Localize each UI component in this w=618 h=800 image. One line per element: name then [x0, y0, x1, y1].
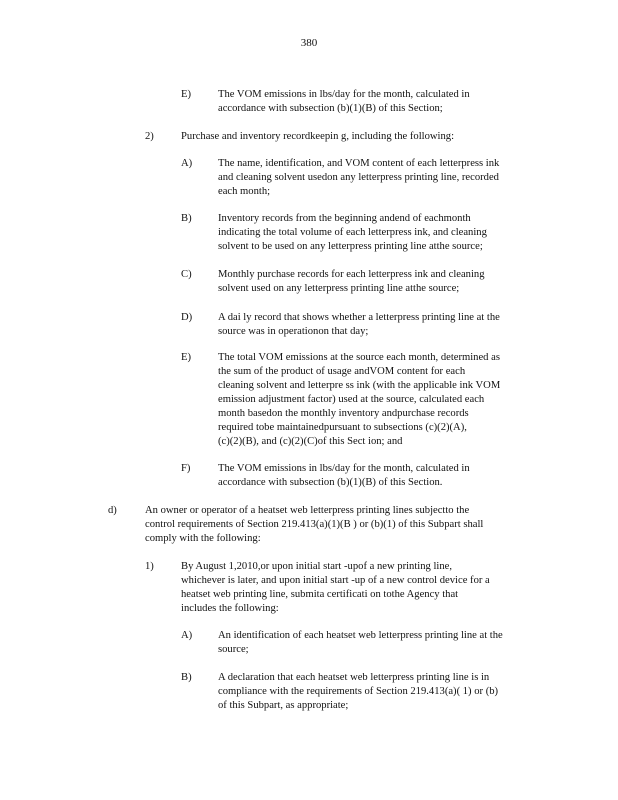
text-line: comply with the following:: [145, 533, 261, 544]
item-label: A): [181, 630, 193, 641]
text-line: solvent used on any letterpress printing line atthe source;: [218, 283, 460, 294]
item-text: [218, 671, 536, 713]
text-line: indicating the total volume of each letterpress ink, and cleaning: [218, 227, 487, 238]
text-line: heatset web printing line, submita certificati on tothe Agency that: [181, 589, 459, 600]
text-line: source;: [218, 644, 249, 655]
text-line: includes the following:: [181, 603, 279, 614]
text-line: emission adjustment factor) used at the source, calculated each: [218, 394, 485, 405]
item-label: E): [181, 352, 191, 363]
text-line: solvent to be used on any letterpress printing line atthe source;: [218, 241, 483, 252]
text-line: cleaning solvent and letterpre ss ink (with the applicable ink VOM: [218, 380, 501, 391]
item-text: [181, 560, 529, 616]
text-line: control requirements of Section 219.413(a)(1)(B ) or (b)(1) of this Subpart shall: [145, 519, 484, 530]
item-label: B): [181, 213, 192, 224]
text-line: Inventory records from the beginning andend of eachmonth: [218, 213, 471, 224]
text-line: source was in operationon that day;: [218, 326, 369, 337]
item-text: [218, 212, 538, 254]
item-label: 2): [145, 131, 154, 142]
text-line: By August 1,2010,or upon initial start -upof a new printing line,: [181, 561, 452, 572]
text-line: compliance with the requirements of Section 219.413(a)( 1) or (b): [218, 686, 499, 697]
text-line: each month;: [218, 186, 271, 197]
text-line: The name, identification, and VOM content of each letterpress ink: [218, 158, 500, 169]
text-line: A declaration that each heatset web letterpress printing line is in: [218, 672, 490, 683]
item-label: D): [181, 312, 193, 323]
text-line: the sum of the product of usage andVOM content for each: [218, 366, 466, 377]
text-line: An identification of each heatset web letterpress printing line at the: [218, 630, 503, 641]
text-line: Monthly purchase records for each letterpress ink and cleaning: [218, 269, 485, 280]
item-label: F): [181, 463, 191, 474]
item-text: [145, 504, 515, 546]
text-line: The VOM emissions in lbs/day for the month, calculated in: [218, 463, 470, 474]
item-text: [218, 351, 540, 449]
item-text: [218, 88, 509, 116]
item-label: B): [181, 672, 192, 683]
text-line: whichever is later, and upon initial start -up of a new control device for a: [181, 575, 490, 586]
text-line: An owner or operator of a heatset web letterpress printing lines subjectto the: [145, 505, 470, 516]
item-text: [218, 157, 538, 199]
item-label: E): [181, 89, 191, 100]
text-line: and cleaning solvent usedon any letterpress printing line, recorded: [218, 172, 499, 183]
text-line: month basedon the monthly inventory andpurchase records: [218, 408, 469, 419]
text-line: accordance with subsection (b)(1)(B) of this Section.: [218, 477, 443, 488]
text-line: The VOM emissions in lbs/day for the month, calculated in: [218, 89, 470, 100]
item-label: A): [181, 158, 193, 169]
item-text: [218, 311, 538, 339]
text-line: accordance with subsection (b)(1)(B) of this Section;: [218, 103, 443, 114]
page-number: 380: [300, 37, 318, 49]
item-text: [218, 462, 509, 490]
item-label: 1): [145, 561, 154, 572]
text-line: of this Subpart, as appropriate;: [218, 700, 349, 711]
text-line: A dai ly record that shows whether a letterpress printing line at the: [218, 312, 500, 323]
item-text: [218, 268, 538, 296]
text-line: required tobe maintainedpursuant to subsections (c)(2)(A),: [218, 422, 467, 433]
text-line: Purchase and inventory recordkeepin g, including the following:: [181, 131, 455, 142]
item-label: C): [181, 269, 192, 280]
item-label: d): [108, 505, 117, 516]
item-text: [218, 629, 540, 657]
text-line: (c)(2)(B), and (c)(2)(C)of this Sect ion; and: [218, 436, 403, 447]
item-text: [181, 130, 501, 144]
text-line: The total VOM emissions at the source each month, determined as: [218, 352, 500, 363]
